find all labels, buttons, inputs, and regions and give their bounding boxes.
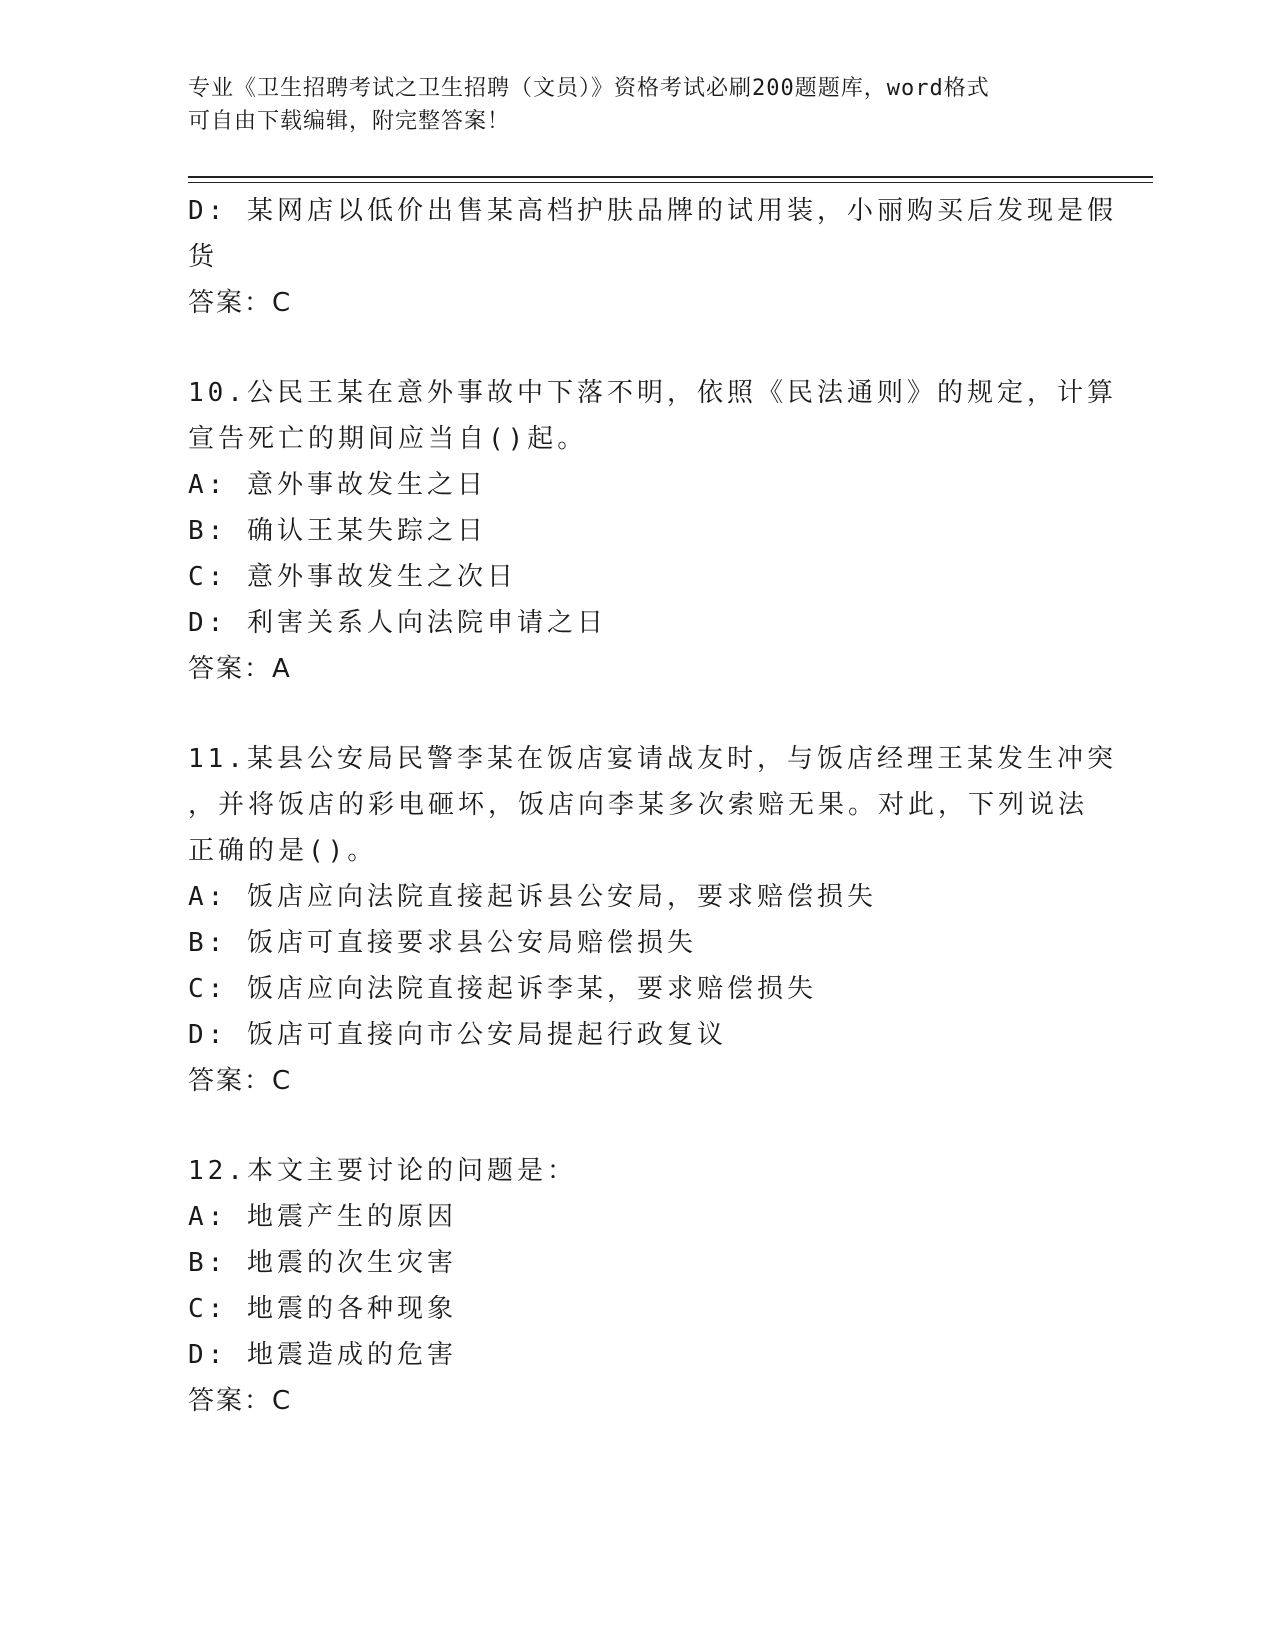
question-stem: 宣告死亡的期间应当自()起。 [188,424,588,454]
option-c: C: 饭店应向法院直接起诉李某，要求赔偿损失 [188,974,817,1004]
question-stem: 11.某县公安局民警李某在饭店宴请战友时，与饭店经理王某发生冲突 [188,744,1117,774]
answer-label: 答案：C [188,1066,293,1096]
question-list [188,188,1117,1424]
answer-label: 答案：A [188,654,292,684]
question-stem: 正确的是()。 [188,836,378,866]
question-10 [188,370,1117,692]
previous-question-tail [188,188,1117,326]
answer-label: 答案：C [188,1386,293,1416]
option-a: A: 地震产生的原因 [188,1202,457,1232]
option-d: D: 地震造成的危害 [188,1340,457,1370]
option-b: B: 饭店可直接要求县公安局赔偿损失 [188,928,697,958]
question-stem: ，并将饭店的彩电砸坏，饭店向李某多次索赔无果。对此，下列说法 [188,790,1089,820]
question-11 [188,736,1117,1104]
question-12 [188,1148,1088,1424]
header-divider [188,176,1153,178]
question-stem: 12.本文主要讨论的问题是： [188,1156,577,1186]
header-divider [188,182,1153,183]
option-b: B: 地震的次生灾害 [188,1248,457,1278]
header-line: 专业《卫生招聘考试之卫生招聘（文员）》资格考试必刷200题题库，word格式 [188,76,990,101]
option-a: A: 饭店应向法院直接起诉县公安局，要求赔偿损失 [188,882,877,912]
option-a: A: 意外事故发生之日 [188,470,487,500]
option-b: B: 确认王某失踪之日 [188,516,487,546]
document-header [188,72,1078,138]
option-d-continued: 货 [188,242,219,272]
answer-label: 答案：C [188,288,293,318]
option-d: D: 某网店以低价出售某高档护肤品牌的试用装，小丽购买后发现是假 [188,196,1117,226]
option-c: C: 意外事故发生之次日 [188,562,517,592]
option-c: C: 地震的各种现象 [188,1294,457,1324]
option-d: D: 利害关系人向法院申请之日 [188,608,607,638]
question-stem: 10.公民王某在意外事故中下落不明，依照《民法通则》的规定，计算 [188,378,1117,408]
header-line: 可自由下载编辑，附完整答案！ [188,109,511,134]
option-d: D: 饭店可直接向市公安局提起行政复议 [188,1020,727,1050]
